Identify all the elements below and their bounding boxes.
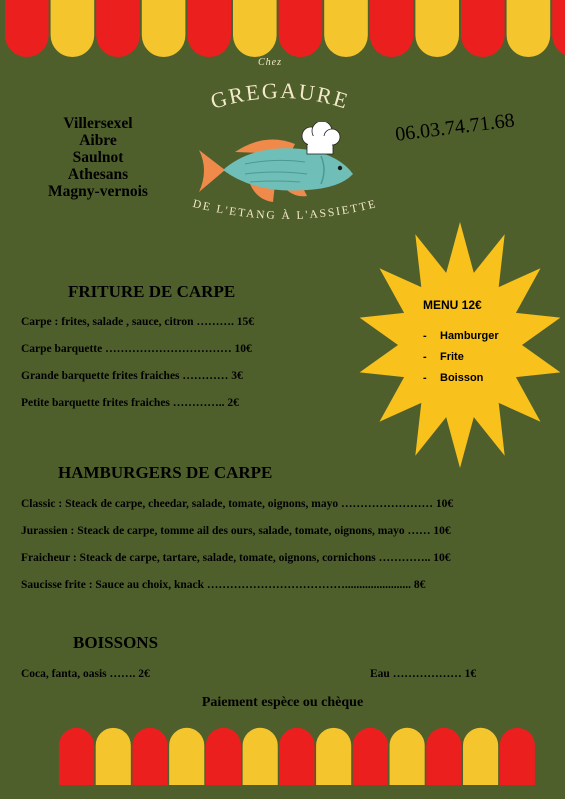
menu-special-title: MENU 12€ bbox=[423, 298, 482, 312]
menu-line: Classic : Steack de carpe, cheedar, salade, tomate, oignons, mayo …………………… 10€ bbox=[21, 498, 454, 510]
section-title-boissons: BOISSONS bbox=[73, 633, 159, 652]
phone-number: 06.03.74.71.68 bbox=[394, 109, 516, 146]
scallop bbox=[59, 728, 94, 785]
scallop bbox=[96, 728, 131, 785]
scallop bbox=[132, 728, 167, 785]
scallop bbox=[96, 0, 140, 57]
scallop bbox=[169, 728, 204, 785]
menu-special-item: - Boisson bbox=[423, 372, 484, 384]
menu-special-item: - Frite bbox=[423, 351, 464, 363]
menu-special-item: - Hamburger bbox=[423, 330, 499, 342]
scallop bbox=[370, 0, 414, 57]
svg-text:GREGAURE: GREGAURE bbox=[207, 78, 353, 114]
top-scallop-border bbox=[0, 0, 565, 58]
scallop bbox=[233, 0, 277, 57]
menu-line: Carpe : frites, salade , sauce, citron ………. 15€ bbox=[21, 316, 254, 328]
scallop bbox=[426, 728, 461, 785]
towns-list bbox=[28, 115, 168, 200]
scallop bbox=[51, 0, 95, 57]
scallop bbox=[500, 728, 535, 785]
payment-note: Paiement espèce ou chèque bbox=[201, 695, 364, 710]
brand-name bbox=[195, 78, 365, 118]
drinks-right: Eau ……………… 1€ bbox=[370, 668, 477, 680]
svg-text:DE L'ETANG À L'ASSIETTE: DE L'ETANG À L'ASSIETTE bbox=[191, 197, 379, 223]
scallop bbox=[243, 728, 278, 785]
scallop bbox=[279, 728, 314, 785]
town: Saulnot bbox=[72, 149, 124, 166]
scallop bbox=[142, 0, 186, 57]
town: Villersexel bbox=[63, 115, 133, 132]
scallop bbox=[187, 0, 231, 57]
menu-line: Fraicheur : Steack de carpe, tartare, salade, tomate, oignons, cornichons ………….. 10€ bbox=[21, 552, 451, 564]
town: Athesans bbox=[67, 166, 129, 183]
scallop bbox=[5, 0, 49, 57]
bottom-scallop-border bbox=[0, 727, 565, 785]
scallop bbox=[461, 0, 505, 57]
brand-prefix: Chez bbox=[258, 57, 282, 68]
section-title-hamburgers: HAMBURGERS DE CARPE bbox=[58, 463, 273, 482]
menu-line: Petite barquette frites fraiches ………….. 2€ bbox=[21, 397, 239, 409]
scallop bbox=[390, 728, 425, 785]
section-title-friture: FRITURE DE CARPE bbox=[68, 282, 236, 301]
drinks-left: Coca, fanta, oasis ……. 2€ bbox=[21, 668, 150, 680]
scallop bbox=[279, 0, 323, 57]
menu-line: Jurassien : Steack de carpe, tomme ail des ours, salade, tomate, oignons, mayo …… 10€ bbox=[21, 525, 451, 537]
scallop bbox=[463, 728, 498, 785]
menu-line: Saucisse frite : Sauce au choix, knack ………………………………....................... 8€ bbox=[21, 579, 426, 591]
scallop bbox=[353, 728, 388, 785]
menu-line: Carpe barquette …………………………… 10€ bbox=[21, 343, 252, 355]
scallop bbox=[507, 0, 551, 57]
scallop bbox=[552, 0, 565, 57]
town: Aibre bbox=[79, 132, 117, 149]
menu-special bbox=[355, 220, 565, 470]
scallop bbox=[316, 728, 351, 785]
menu-line: Grande barquette frites fraiches ………… 3€ bbox=[21, 370, 243, 382]
town: Magny-vernois bbox=[48, 183, 148, 200]
scallop bbox=[206, 728, 241, 785]
scallop bbox=[415, 0, 459, 57]
scallop bbox=[324, 0, 368, 57]
